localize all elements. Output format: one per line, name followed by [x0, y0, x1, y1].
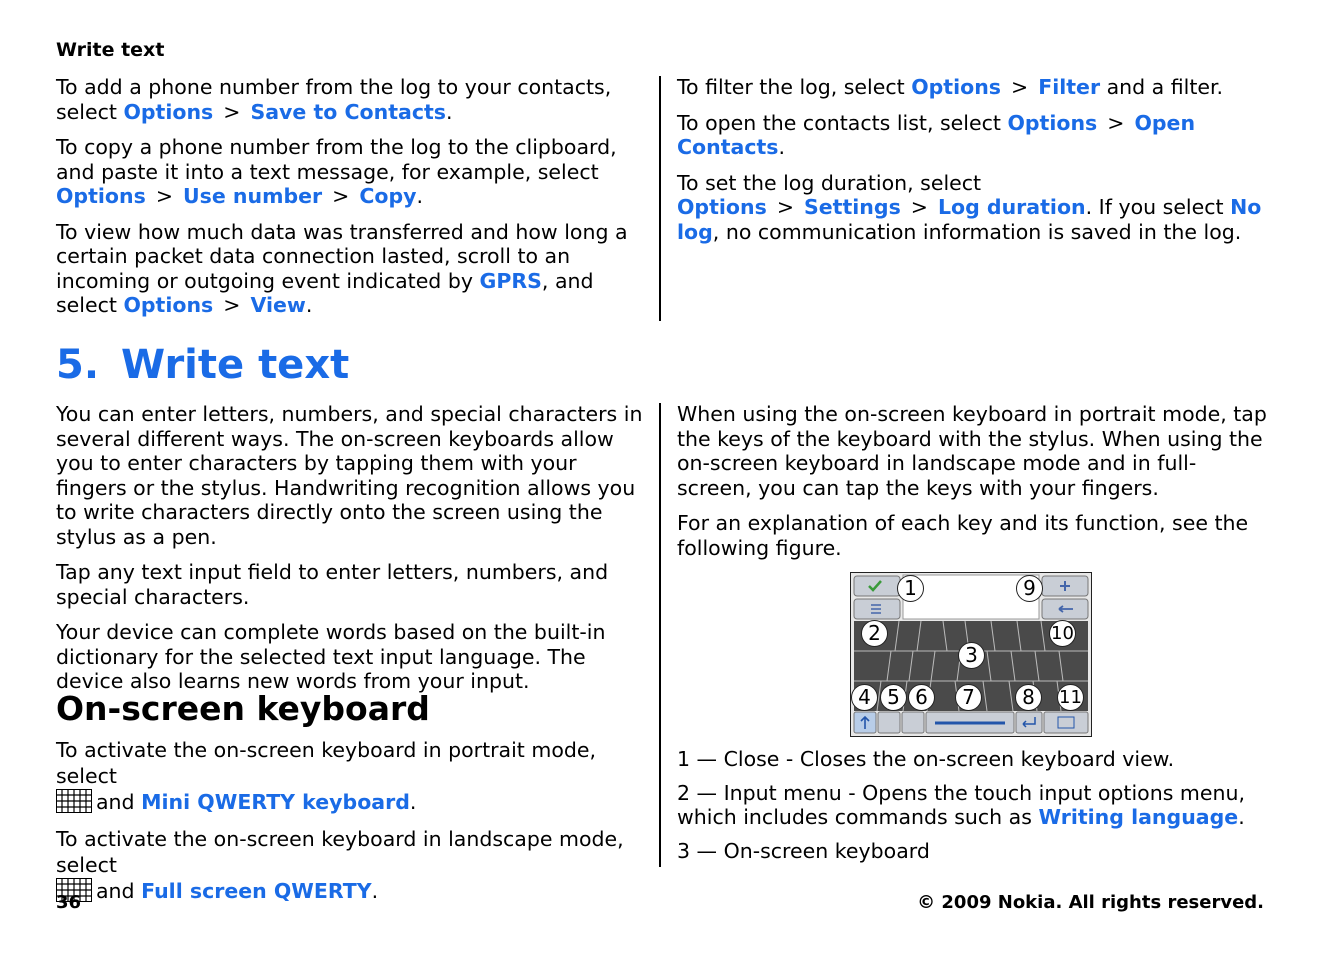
- bottom-right-column: [677, 402, 1269, 571]
- callout-8: 8: [1015, 684, 1042, 711]
- link-view[interactable]: View: [250, 293, 306, 317]
- chapter-number: 5.: [56, 342, 100, 388]
- paragraph: To view how much data was transferred and how long a certain packet data connection lasted, scroll to an incoming or outgoing event indicated by GPRS, and select Options > View.: [56, 219, 628, 317]
- legend-item-2: 2 — Input menu - Opens the touch input options menu, which includes commands such as Writing language.: [677, 780, 1245, 829]
- callout-5: 5: [880, 684, 907, 711]
- paragraph: For an explanation of each key and its function, see the following figure.: [677, 511, 1249, 560]
- running-header: Write text: [56, 39, 165, 61]
- chapter-title: Write text: [121, 342, 350, 388]
- bottom-left-column: [56, 402, 648, 705]
- callout-2: 2: [861, 620, 888, 647]
- link-writing-language[interactable]: Writing language: [1038, 805, 1239, 829]
- top-right-column: [677, 75, 1269, 255]
- page-number: 36: [56, 892, 82, 913]
- link-log-duration[interactable]: Log duration: [937, 195, 1086, 219]
- link-options[interactable]: Options: [677, 195, 767, 219]
- link-options[interactable]: Options: [123, 99, 214, 124]
- link-options[interactable]: Options: [911, 75, 1001, 99]
- legend-item-1: 1 — Close - Closes the on-screen keyboard view.: [677, 747, 1175, 771]
- callout-6: 6: [908, 684, 935, 711]
- callout-11: 11: [1057, 684, 1084, 711]
- link-open-contacts[interactable]: Open Contacts: [677, 110, 1196, 159]
- callout-1: 1: [897, 575, 924, 602]
- top-left-column: [56, 75, 648, 329]
- column-divider: [659, 76, 661, 321]
- link-options[interactable]: Options: [123, 293, 214, 317]
- link-copy[interactable]: Copy: [359, 184, 417, 208]
- link-no-log[interactable]: No log: [677, 195, 1262, 244]
- chapter-heading: [56, 342, 349, 388]
- section-heading: On-screen keyboard: [56, 689, 430, 728]
- paragraph: To copy a phone number from the log to the clipboard, and paste it into a text message, for example, select Options > Use number > Copy.: [56, 135, 617, 208]
- paragraph: To activate the on-screen keyboard in portrait mode, select and Mini QWERTY keyboard.: [56, 738, 596, 814]
- bottom-left-column-lower: [56, 737, 648, 915]
- paragraph: To filter the log, select Options > Filter and a filter.: [677, 75, 1224, 99]
- paragraph: To set the log duration, select Options > Settings > Log duration. If you select No log, no communication information is saved in the log.: [677, 170, 1262, 244]
- callout-3: 3: [958, 642, 985, 669]
- callout-7: 7: [955, 684, 982, 711]
- paragraph: Your device can complete words based on the built-in dictionary for the selected text input language. The device also learns new words from your input.: [56, 620, 606, 693]
- column-divider: [659, 403, 661, 867]
- figure-legend: [677, 747, 1269, 874]
- link-filter[interactable]: Filter: [1038, 75, 1101, 99]
- callout-9: 9: [1016, 575, 1043, 602]
- link-options[interactable]: Options: [56, 184, 146, 208]
- link-gprs[interactable]: GPRS: [479, 268, 542, 293]
- keyboard-grid-icon: [56, 789, 92, 813]
- legend-item-3: 3 — On-screen keyboard: [677, 838, 930, 863]
- link-settings[interactable]: Settings: [804, 195, 901, 219]
- link-full-screen-qwerty[interactable]: Full screen QWERTY: [141, 879, 372, 903]
- paragraph: To add a phone number from the log to your contacts, select Options > Save to Contacts.: [56, 75, 612, 124]
- paragraph: To activate the on-screen keyboard in landscape mode, select and Full screen QWERTY.: [56, 827, 624, 903]
- copyright: © 2009 Nokia. All rights reserved.: [917, 892, 1264, 913]
- paragraph: When using the on-screen keyboard in portrait mode, tap the keys of the keyboard with the stylus. When using the on-screen keyboard in landscape mode and in full-screen, you can tap the keys with your fingers.: [677, 402, 1267, 500]
- link-use-number[interactable]: Use number: [183, 184, 323, 208]
- callout-10: 10: [1049, 620, 1076, 647]
- callout-4: 4: [851, 684, 878, 711]
- link-options[interactable]: Options: [1007, 110, 1098, 135]
- link-save-to-contacts[interactable]: Save to Contacts: [250, 99, 446, 124]
- paragraph: You can enter letters, numbers, and special characters in several different ways. The on-screen keyboards allow you to enter characters by tapping them with your fingers or the stylus. Handwriting recognition allows you to write characters directly onto the screen using the stylus as a pen.: [56, 402, 643, 549]
- keyboard-figure: [850, 572, 1092, 737]
- paragraph: Tap any text input field to enter letters, numbers, and special characters.: [56, 560, 609, 609]
- paragraph: To open the contacts list, select Options > Open Contacts.: [677, 110, 1196, 159]
- link-mini-qwerty-keyboard[interactable]: Mini QWERTY keyboard: [141, 790, 410, 814]
